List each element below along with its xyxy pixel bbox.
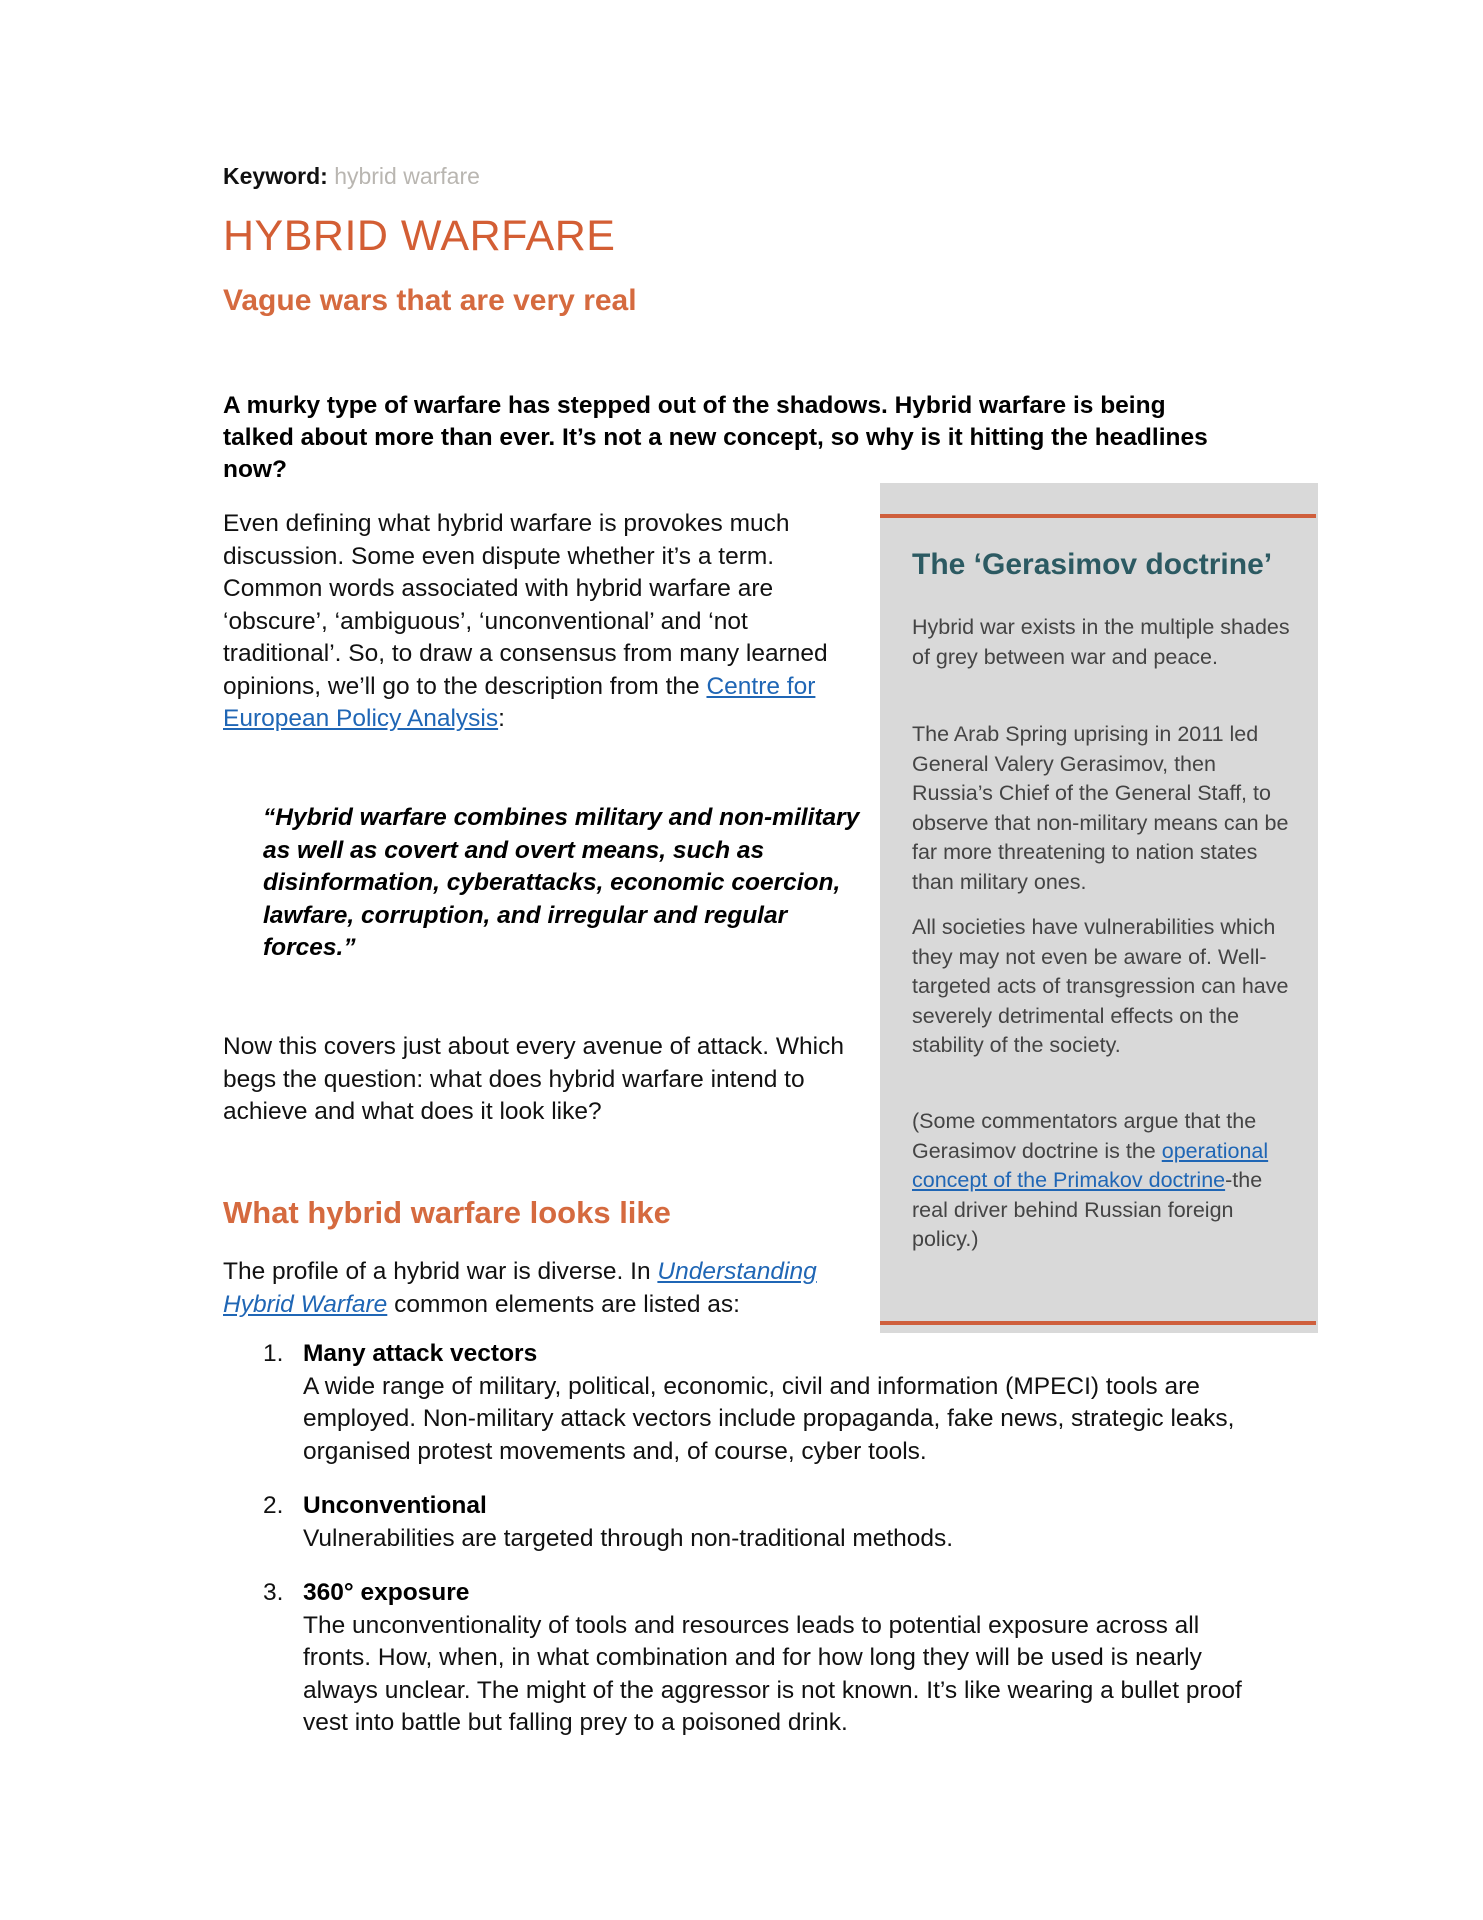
sidebar-last-text-end: -the real driver behind Russian foreign policy.) [912,1168,1263,1251]
list-text: The unconventionality of tools and resources leads to potential exposure across all fronts. How, when, in what combination and for how long they will be used is nearly always unclear. The might of the aggressor is not known. It’s like wearing a bullet proof vest into battle but falling prey to a poisoned drink. [303,1611,1242,1736]
understanding-hybrid-warfare-link[interactable]: Understanding Hybrid Warfare [223,1258,817,1318]
page-subtitle: Vague wars that are very real [223,284,637,317]
sidebar-paragraph: All societies have vulnerabilities which they may not even be aware of. Well-targeted acts of transgression can have severely detrimental effects on the stability of the society. [912,915,1289,1057]
list-heading: Unconventional [303,1492,487,1519]
p3-text-end: common elements are listed as: [387,1290,740,1318]
sidebar-bottom-rule [880,1321,1316,1325]
page-title: HYBRID WARFARE [223,212,616,260]
lead-paragraph: A murky type of warfare has stepped out of the shadows. Hybrid warfare is being talked about more than ever. It’s not a new concept, so why is it hitting the headlines now? [223,392,1208,483]
section-heading: What hybrid warfare looks like [223,1195,671,1230]
keyword-line [223,163,480,190]
intro-text: Even defining what hybrid warfare is provokes much discussion. Some even dispute whether it’s a term. Common words associated with hybrid warfare are ‘obscure’, ‘ambiguous’, ‘unconventional’ and ‘not traditional’. So, to draw a consensus from many learned opinions, we’ll go to the description from the [223,510,828,700]
sidebar-top-rule [880,514,1316,518]
sidebar-paragraph-last [912,1107,1302,1255]
sidebar-paragraph: The Arab Spring uprising in 2011 led General Valery Gerasimov, then Russia’s Chief of the General Staff, to observe that non-military means can be far more threatening to nation states than military ones. [912,722,1289,894]
sidebar-last-text: (Some commentators argue that the Gerasimov doctrine is the [912,1109,1257,1163]
list-number: 1. [263,1340,284,1367]
p3-text: The profile of a hybrid war is diverse. In [223,1258,658,1285]
sidebar-box [880,483,1318,1333]
list-heading: Many attack vectors [303,1340,538,1367]
cepa-link[interactable]: Centre for European Policy Analysis [223,672,816,732]
paragraph-2: Now this covers just about every avenue of attack. Which begs the question: what does hybrid warfare intend to achieve and what does it look like? [223,1033,844,1125]
keyword-value: hybrid warfare [334,163,480,189]
sidebar-title: The ‘Gerasimov doctrine’ [912,548,1273,581]
list-item [263,1577,1263,1740]
list-item [263,1338,1263,1468]
list-text: A wide range of military, political, economic, civil and information (MPECI) tools are employed. Non-military attack vectors include propaganda, fake news, strategic leaks, organised protest movements and, of course, cyber tools. [303,1372,1235,1465]
elements-list [263,1338,1263,1762]
intro-text-end: : [498,705,505,732]
list-item [263,1490,1263,1555]
sidebar-paragraph: Hybrid war exists in the multiple shades of grey between war and peace. [912,615,1290,669]
quote-block: “Hybrid warfare combines military and non-military as well as covert and overt means, such as disinformation, cyberattacks, economic coercion, lawfare, corruption, and irregular and regular forces.” [263,804,860,961]
keyword-label: Keyword: [223,163,328,189]
list-heading: 360° exposure [303,1579,470,1606]
intro-paragraph [223,508,863,736]
list-text: Vulnerabilities are targeted through non-traditional methods. [303,1524,954,1552]
list-number: 3. [263,1579,284,1606]
list-number: 2. [263,1492,284,1519]
primakov-doctrine-link[interactable]: operational concept of the Primakov doctrine [912,1138,1269,1192]
paragraph-3 [223,1256,863,1321]
